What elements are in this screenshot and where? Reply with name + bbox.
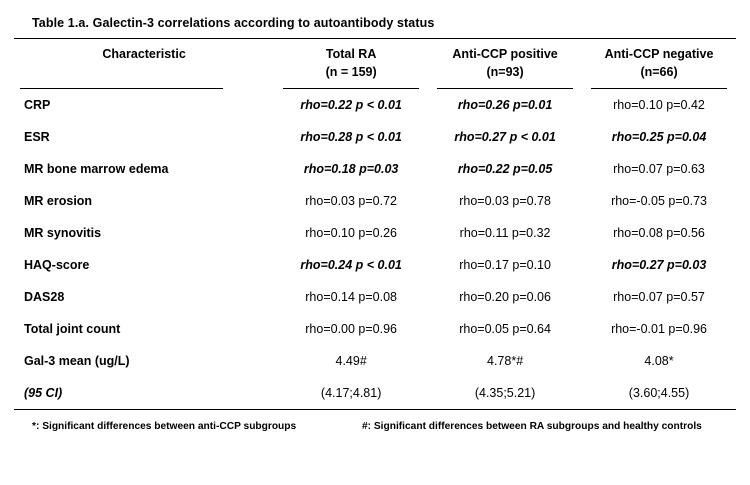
column-subheader-anti-ccp-negative-n: (n=66) [640,65,678,79]
row-value-ccp-positive: rho=0.26 p=0.01 [457,98,553,112]
row-value-total-ra: rho=0.00 p=0.96 [305,322,398,336]
column-subheader-anti-ccp-positive-n: (n=93) [486,65,524,79]
row-value-ccp-negative: rho=0.07 p=0.57 [613,290,705,304]
row-label: Total joint count [24,322,121,336]
footnote-star: *: Significant differences between anti-CCP subgroups [32,421,297,432]
row-value-ccp-positive: rho=0.05 p=0.64 [459,322,551,336]
row-value-ccp-positive: rho=0.20 p=0.06 [459,290,551,304]
row-value-ccp-positive: rho=0.03 p=0.78 [459,194,551,208]
row-value-ccp-negative: rho=-0.05 p=0.73 [611,194,707,208]
table-row [14,121,736,153]
row-label: (95 CI) [24,386,63,400]
row-label: ESR [24,130,50,144]
row-value-ccp-negative: rho=0.07 p=0.63 [613,162,705,176]
column-subheader-characteristic [14,63,274,88]
column-header-total-ra: Total RA [325,47,377,61]
row-value-total-ra: rho=0.24 p < 0.01 [300,258,402,272]
row-label: HAQ-score [24,258,90,272]
row-value-ccp-negative: rho=0.25 p=0.04 [611,130,707,144]
header-row [14,39,736,63]
column-header-characteristic: Characteristic [102,47,186,61]
page-title: Table 1.a. Galectin-3 correlations according to autoantibody status [32,16,435,30]
table-row [14,217,736,249]
table-row [14,249,736,281]
row-value-ccp-positive: rho=0.11 p=0.32 [459,226,551,240]
header-subcount-row [14,63,736,88]
table-row [14,153,736,185]
table-row [14,185,736,217]
row-value-ccp-negative: rho=0.10 p=0.42 [613,98,705,112]
footnote-hash: #: Significant differences between RA subgroups and healthy controls [362,421,702,432]
row-value-total-ra: rho=0.28 p < 0.01 [300,130,402,144]
row-value-ccp-positive: rho=0.22 p=0.05 [457,162,553,176]
table-row [14,281,736,313]
table-row [14,377,736,410]
column-header-anti-ccp-negative: Anti-CCP negative [604,47,714,61]
row-value-ccp-positive: 4.78*# [487,354,524,368]
galectin-correlations-table [14,38,736,432]
row-value-ccp-negative: rho=0.27 p=0.03 [611,258,707,272]
row-value-ccp-negative: rho=0.08 p=0.56 [613,226,705,240]
footnotes-row [14,414,736,432]
footnotes [14,421,736,432]
row-label: MR synovitis [24,226,102,240]
table-row [14,313,736,345]
row-value-total-ra: rho=0.18 p=0.03 [303,162,399,176]
row-value-ccp-positive: rho=0.27 p < 0.01 [454,130,556,144]
row-value-total-ra: rho=0.14 p=0.08 [305,290,398,304]
row-value-ccp-positive: (4.35;5.21) [474,386,536,400]
row-value-total-ra: 4.49# [335,354,367,368]
row-label: MR bone marrow edema [24,162,169,176]
row-value-total-ra: rho=0.10 p=0.26 [305,226,398,240]
row-value-ccp-negative: rho=-0.01 p=0.96 [611,322,707,336]
row-value-total-ra: rho=0.03 p=0.72 [305,194,398,208]
row-value-ccp-positive: rho=0.17 p=0.10 [459,258,551,272]
row-label: CRP [24,98,51,112]
column-header-anti-ccp-positive: Anti-CCP positive [452,47,558,61]
row-value-ccp-negative: 4.08* [644,354,674,368]
column-subheader-total-ra-n: (n = 159) [325,65,377,79]
row-label: Gal-3 mean (ug/L) [24,354,130,368]
table-row [14,345,736,377]
row-value-ccp-negative: (3.60;4.55) [628,386,690,400]
row-value-total-ra: (4.17;4.81) [320,386,382,400]
row-label: DAS28 [24,290,65,304]
table-row [14,89,736,121]
row-value-total-ra: rho=0.22 p < 0.01 [300,98,402,112]
row-label: MR erosion [24,194,93,208]
